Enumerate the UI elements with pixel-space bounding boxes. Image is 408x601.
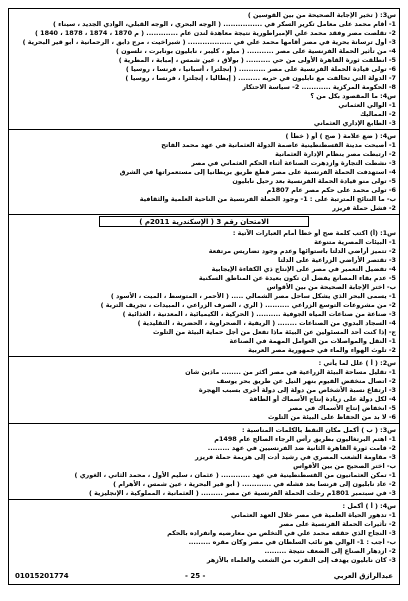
q3-item-2: 2- تقلصت مصر وفقد محمد علي الإمبراطورية نتيجة معاهدة لندن عام ............. ( م 1870 ، 1874 ، 1878 ، 1840 ) [35, 29, 396, 37]
s1-heading: س1: (أ) اكتب كلمة صح أو خطأ أمام العبارات الآتية : [232, 229, 396, 237]
s3b-item-1: 1- تمكن العثمانيون من القسطنطينية في عهد ............ ( عثمان ، سليم الأول ، محمد الثاني ، الغوري ) [74, 471, 396, 479]
s1b-item-3: 3- صناعة من صناعات المياه الجوفية .......... ( الحركية ، الكيميائية ، المعدنية ، الغذائية ) [122, 310, 396, 318]
s2-item-2: 2- اتصال منخفض الفيوم بنهر النيل عن طريق بحر يوسف [216, 377, 396, 385]
s1b-heading: ب- اختر الإجابة الصحيحة من بين الأقواس [266, 283, 396, 291]
q4-item-3: 3- نشطت التجارة وازدهرت الصناعة أثناء الحكم العثماني في مصر [191, 159, 396, 167]
q4-heading: س4: ( ضع علامة ( صح ) أو ( خطأ ) [285, 132, 396, 140]
divider [9, 356, 399, 357]
s1c-item-1: 1- النقل والمواصلات من العوامل المهمة في الصناعة [229, 337, 396, 345]
s3-heading: س3: ( ب ) أكمل مكان النقط بالكلمات المناسبة : [241, 426, 396, 434]
exam-title-box [99, 216, 309, 227]
q3-item-4: 5- انطلقت ثورة القاهرة الأولى من حي .......... ( بولاق ، عين شمس ، إمبابة ، المطرية ) [118, 56, 396, 64]
s1b-item-1: 1- يسمى البحر الذي يشكل ساحل مصر الشمالي ..... ( الأحمر ، المتوسط ، الميت ، الأسود ) [110, 292, 396, 300]
s4-item-5: 2- ازدهار الصناع إلى الضعف نتيجة ......... [264, 547, 396, 555]
s2-item-4: 4- لكل دولة على زيادة إنتاج الأسماك أو الطاقة [249, 395, 396, 403]
s4-item-3: 3- النجاح الذي حققه محمد علي في التخلص من معارضيه وانفراده بالحكم [167, 529, 396, 537]
s3b-heading: ب- اختر الصحيح من بين الأقواس [293, 462, 396, 470]
footer-phone: 01015201774 [15, 572, 69, 580]
q4-item-4: 4- استهدفت الحملة الفرنسية على مصر قطع طريق بريطانيا إلى مستعمراتها في الشرق [119, 168, 396, 176]
q3-item-3: 4- من تأثير الحملة الفرنسية على مصر ........... ( ميلو ، كليبر ، نابليون بونابرت ، نلسون ) [116, 47, 396, 55]
s2-item-3: 3- ارتفاع نسبة الأشخاص من دولة إلى دولة أخرى بسبب الهجرة [198, 386, 396, 394]
s3-item-3: 3- مقاومة الشعب المصري في رشيد أدت إلى هزيمة حملة فريزر [195, 453, 396, 461]
s4-item-4: ب- أجب : 1- الوالي هو نائب السلطان في مصر وكان مقره ......... [188, 538, 396, 546]
divider [9, 129, 399, 130]
s2-item-5: 5- انخفاض إنتاج الأسماك في مصر [288, 404, 396, 412]
s1-item-4: 4- تفضيل التعمير في مصر على الإنتاج ذي الكفاءة الإيجابية [211, 265, 396, 273]
s2-item-6: 6- لا بد من الحفاظ على البيئة من التلوث [268, 413, 396, 421]
s2-item-1: 1- تقليل مساحة البيئة الزراعية في مصر أكثر من ........ ماذين شان [185, 368, 396, 376]
q4-item-7: ب- ما النتائج المترتبة على : 1- وجود الحملة الفرنسية من الناحية العلمية والثقافية [139, 195, 396, 203]
s1-item-3: 3- تقتصر الأراضي الزراعية على الدلتا [278, 256, 396, 264]
q4-item-6: 6- تولى محمد على حكم مصر عام 1807م [266, 186, 396, 194]
divider [9, 423, 399, 424]
s2-heading: س2: ( أ ) علل لما يأتي : [318, 359, 396, 367]
q3-item-2b: 3- أول ترسانة بحرية في مصر أقامها محمد علي في .................. ( شبراخيت ، مرج دابق ، الرحمانية ، أبو قير البحرية ) [22, 38, 396, 46]
s1c-heading: ج- إذا كنت أحد المسئولين عن البيئة ماذا تفعل من أجل حماية البيئة من التلوث [153, 328, 396, 336]
q3-item-7: 8- الحكومة المركزية ............ 2- سياسة الاحتكار [242, 83, 396, 91]
q3-heading: س3: ( تخير الإجابة الصحيحة من بين القوسين ) [247, 11, 396, 19]
s1-item-1: 1- البيئات المصرية متنوعة [314, 238, 396, 246]
s1-item-2: 2- تتميز أراضي الدلتا باستوائها وعدم وجود تضاريس مرتفعة [208, 247, 396, 255]
s3-item-1: 1- اهتم البرتغاليون بطريق رأس الرجاء الصالح عام 1498م [214, 435, 396, 443]
s1-item-4b: 5- عدم بقاء المصانع يفضل أن تكون بعيدة عن المناطق السكنية [198, 274, 396, 282]
s4-item-6: 3- كان نابليون يهدف إلى التقرب من الشعب والعلماء بالأزهر [206, 556, 396, 564]
worksheet-page [8, 8, 400, 585]
s4-item-2: 2- تأثيرات الحملة الفرنسية على مصر [279, 520, 396, 528]
footer-page-number: - 25 - [185, 572, 206, 580]
s1b-item-2: 2- من مشروعات التوسع الزراعي .......... ( الري ، الصرف الزراعي ، المبيدات ، تجريف التربة ) [100, 301, 396, 309]
q4-item-1: 1- أصبحت مدينة القسطنطينية عاصمة الدولة العثمانية في عهد محمد الفاتح [161, 141, 396, 149]
q4-item-8: 2- فشل حملة فريزر [332, 204, 396, 212]
q3-item-10: 2- المماليك [360, 110, 396, 118]
exam-title: الامتحان رقم 3 ( الإسكندرية 2011م ) [139, 218, 269, 226]
q3-item-8: س4: ما المقصود بكل من ؟ [310, 92, 396, 100]
s3b-item-3: 3- في سبتمبر 1801م رحلت الحملة الفرنسية عن مصر ......... ( العثمانية ، المملوكية ، الإنجليزية ) [88, 489, 396, 497]
page-footer [15, 572, 393, 582]
q3-item-9: 1- الوالي العثماني [338, 101, 396, 109]
footer-author: عبدالرازق العربي [333, 572, 393, 580]
s4-heading: س4: ( أ ) أكمل : [342, 502, 396, 510]
q3-item-11: 3- الطابع الإداري العثماني [313, 119, 396, 127]
q3-item-5: 6- تولى قيادة الحملة الفرنسية على مصر ........... ( إنجلترا ، أسبانيا ، فرنسا ، روسيا ) [125, 65, 396, 73]
divider [9, 214, 399, 215]
q3-item-1: 1- أقام محمد على معامل تكرير السكر في ................ ( الوجه البحري ، الوجه القبلي، الوادي الجديد ، سيناء ) [52, 20, 396, 28]
s1b-item-4: 4- السجاد البدوي من الصناعات ........ ( الريفية ، الصحراوية ، الحضرية ، التقليدية ) [137, 319, 396, 327]
q4-item-2: 2- ارتبطت مصر بنظام الإدارة العثمانية [275, 150, 396, 158]
divider [9, 499, 399, 500]
s3b-item-2: 2- عاد نابليون إلى فرنسا بعد فشله في ............ ( أبو قير البحرية ، عين شمس ، الأهرام ) [113, 480, 396, 488]
q3-item-6: 7- الدولة التي تحالفت مع نابليون في حربه ......... ( إيطاليا ، إنجلترا ، فرنسا ، روسيا ) [125, 74, 396, 82]
s4-item-1: 1- تدهور الحياة العلمية في مصر خلال العهد العثماني [230, 511, 396, 519]
q4-item-5: 5- تولى منو قيادة الحملة الفرنسية بعد رحيل نابليون [232, 177, 396, 185]
s1c-item-2: 2- تلوث الهواء والماء في جمهورية مصر العربية [248, 346, 396, 354]
s3-item-2: 2- قامت ثورة القاهرة الثانية ضد الفرنسيين في عهد ......... [207, 444, 396, 452]
